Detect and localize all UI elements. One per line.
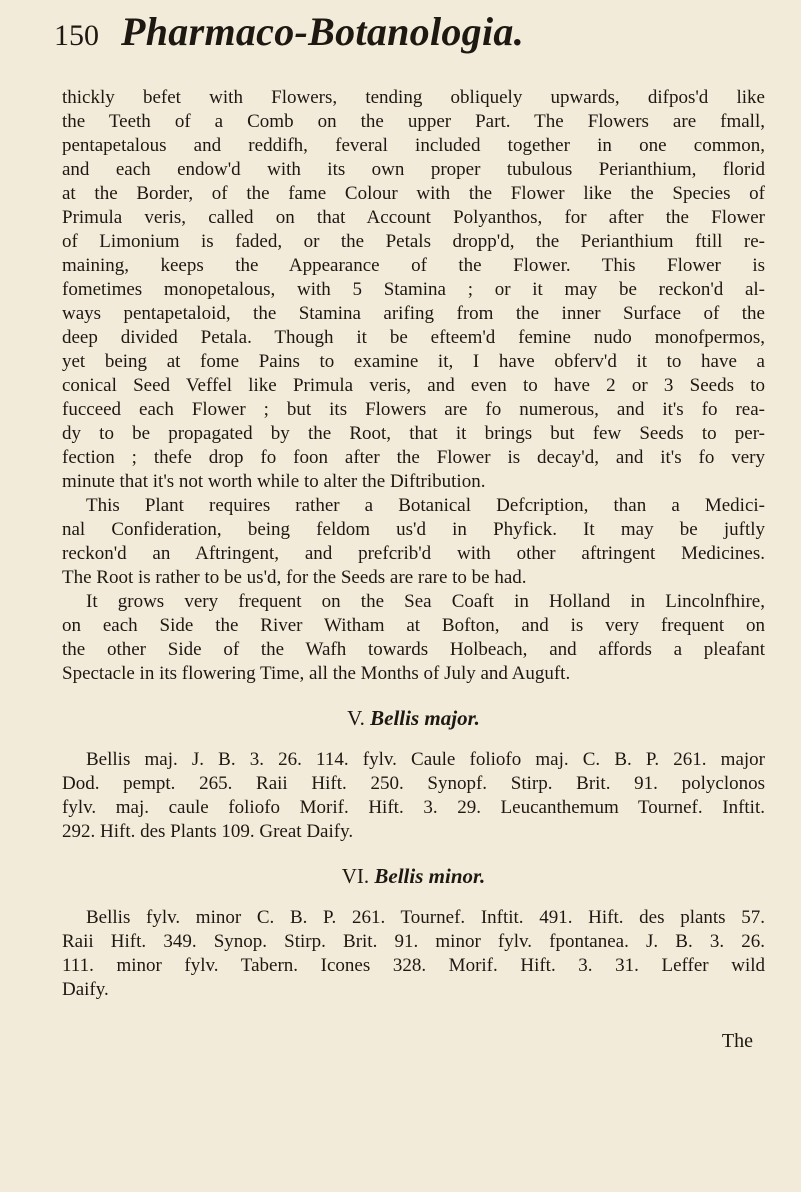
catchword: The	[721, 1030, 753, 1052]
text-line: fucceed each Flower ; but its Flowers are fo numerous, and it's fo rea-	[62, 399, 765, 420]
text-line: of Limonium is faded, or the Petals dropp'd, the Perianthium ftill re-	[62, 231, 765, 252]
text-line: deep divided Petala. Though it be efteem'd femine nudo monofpermos,	[62, 327, 765, 348]
text-line: This Plant requires rather a Botanical Defcription, than a Medici-	[86, 495, 765, 516]
text-line: 111. minor fylv. Tabern. Icones 328. Morif. Hift. 3. 31. Leffer wild	[62, 955, 765, 976]
text-line: Raii Hift. 349. Synop. Stirp. Brit. 91. minor fylv. fpontanea. J. B. 3. 26.	[62, 931, 765, 952]
text-line: Bellis fylv. minor C. B. P. 261. Tournef. Inftit. 491. Hift. des plants 57.	[86, 907, 765, 928]
section-heading-v	[62, 706, 765, 730]
text-line: pentapetalous and reddifh, feveral included together in one common,	[62, 135, 765, 156]
text-line: and each endow'd with its own proper tubulous Perianthium, florid	[62, 159, 765, 180]
section-number: V.	[347, 706, 365, 730]
text-line: dy to be propagated by the Root, that it brings but few Seeds to per-	[62, 423, 765, 444]
page-number: 150	[54, 19, 99, 52]
text-line: The Root is rather to be us'd, for the Seeds are rare to be had.	[62, 567, 527, 588]
text-line: nal Confideration, being feldom us'd in Phyfick. It may be juftly	[62, 519, 765, 540]
paragraph-habitat	[62, 590, 765, 686]
section-name: Bellis major.	[370, 706, 480, 730]
text-line: Bellis maj. J. B. 3. 26. 114. fylv. Caule foliofo maj. C. B. P. 261. major	[86, 749, 765, 770]
text-line: 292. Hift. des Plants 109. Great Daify.	[62, 821, 354, 842]
paragraph-description	[62, 86, 765, 494]
text-line: minute that it's not worth while to alter the Diftribution.	[62, 471, 486, 492]
running-title: Pharmaco-Botanologia.	[121, 9, 524, 54]
body-text	[62, 86, 765, 1002]
text-line: Daify.	[62, 979, 109, 1000]
running-header	[54, 8, 765, 86]
text-line: It grows very frequent on the Sea Coaft in Holland in Lincolnfhire,	[86, 591, 765, 612]
text-line: ways pentapetaloid, the Stamina arifing from the inner Surface of the	[62, 303, 765, 324]
section-number: VI.	[341, 864, 370, 888]
text-line: Spectacle in its flowering Time, all the Months of July and Auguft.	[62, 663, 571, 684]
section-heading-vi	[62, 864, 765, 888]
text-line: maining, keeps the Appearance of the Flower. This Flower is	[62, 255, 765, 276]
text-line: Dod. pempt. 265. Raii Hift. 250. Synopf. Stirp. Brit. 91. polyclonos	[62, 773, 765, 794]
text-line: Primula veris, called on that Account Polyanthos, for after the Flower	[62, 207, 765, 228]
text-line: fection ; thefe drop fo foon after the Flower is decay'd, and it's fo very	[62, 447, 765, 468]
text-line: fometimes monopetalous, with 5 Stamina ; or it may be reckon'd al-	[62, 279, 765, 300]
section-name: Bellis minor.	[374, 864, 486, 888]
synonyms-bellis-major	[62, 748, 765, 844]
text-line: thickly befet with Flowers, tending obliquely upwards, difpos'd like	[62, 87, 765, 108]
text-line: conical Seed Veffel like Primula veris, and even to have 2 or 3 Seeds to	[62, 375, 765, 396]
text-line: fylv. maj. caule foliofo Morif. Hift. 3. 29. Leucanthemum Tournef. Inftit.	[62, 797, 765, 818]
synonyms-bellis-minor	[62, 906, 765, 1002]
paragraph-medicinal	[62, 494, 765, 590]
text-line: on each Side the River Witham at Bofton, and is very frequent on	[62, 615, 765, 636]
text-line: at the Border, of the fame Colour with the Flower like the Species of	[62, 183, 765, 204]
text-line: reckon'd an Aftringent, and prefcrib'd with other aftringent Medicines.	[62, 543, 765, 564]
text-line: the Teeth of a Comb on the upper Part. The Flowers are fmall,	[62, 111, 765, 132]
text-line: yet being at fome Pains to examine it, I have obferv'd it to have a	[62, 351, 765, 372]
text-line: the other Side of the Wafh towards Holbeach, and affords a pleafant	[62, 639, 765, 660]
